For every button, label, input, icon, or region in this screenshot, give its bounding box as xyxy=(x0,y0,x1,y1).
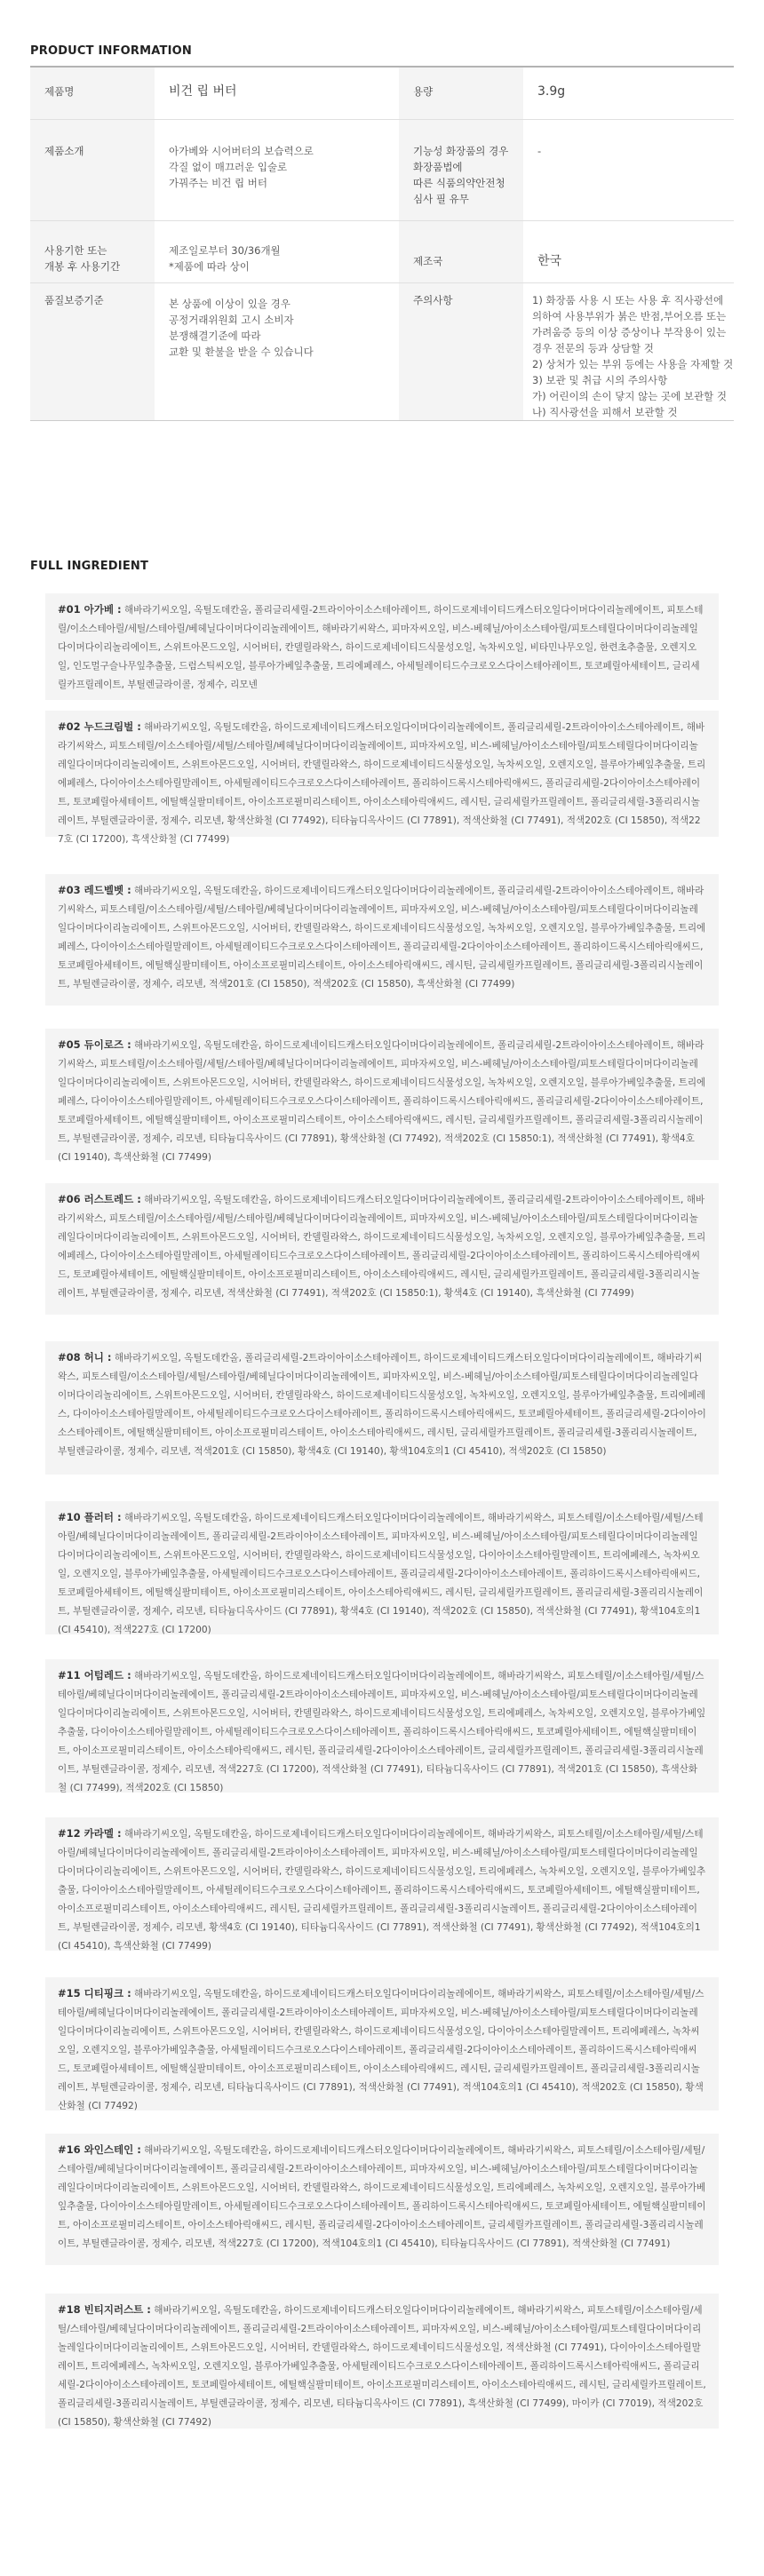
info-row xyxy=(30,220,734,282)
info-value-capacity: 3.9g xyxy=(537,84,566,99)
info-row xyxy=(30,282,734,420)
ingredient-list: 해바라기씨오일, 옥틸도데칸올, 하이드로제네이티드캐스터오일다이머다이리놀레에이트, 해바라기씨왁스, 피토스테릴/이소스테아릴/세틸/스테아릴/베헤닐다이머다이리놀레에이트, 폴리글리세릴-2트라이아이소스테아레이트, 피마자씨오일, 비스-베헤닐/아이소스테아릴/피토스테릴다이머다이리놀레일다이머다이리놀리에이트, 스위트아몬드오일, 시어버터, 칸델릴라왁스, 하이드로제네이티드식물성오일, 다이아이소스테아릴말레이트, 트리에페레스, 녹차씨오일, 오렌지오일, 블루아가베잎추출물, 아세틸레이티드수크로오스다이스테아레이트, 폴리글리세릴-2다이아이소스테아레이트, 폴리하이드록시스테아릭애씨드, 토코페릴아세테이트, 에틸핵실팔미테이트, 아이소프로필미리스테이트, 아이소스테아릭애씨드, 레시틴, 글리세릴카프릴레이트, 폴리글리세릴-3폴리리시놀레이트, 부틸렌글라이콜, 정제수, 리모넨, 티타늄디옥사이드 (CI 77891), 황색4호 (CI 19140), 적색202호 (CI 15850), 적색산화철 (CI 77491), 황색104호의1 (CI 45410), 적색227호 (CI 17200) xyxy=(58,1513,704,1635)
info-value-quality: 본 상품에 이상이 있을 경우 공정거래위원회 고시 소비자 분쟁해결기준에 따라 교환 및 환불을 받을 수 있습니다 xyxy=(169,297,314,358)
ingredient-list: 해바라기씨오일, 옥틸도데칸올, 하이드로제네이티드캐스터오일다이머다이리놀레에이트, 폴리글리세릴-2트라이아이소스테아레이트, 해바라기씨왁스, 피토스테릴/이소스테아릴/세틸/스테아릴/베헤닐다이머다이리놀레에이트, 피마자씨오일, 비스-베헤닐/아이소스테아릴/피토스테릴다이머다이리놀레일다이머다이리놀리에이트, 스위트아몬드오일, 시어버터, 칸델릴라왁스, 하이드로제네이티드식물성오일, 녹차씨오일, 오렌지오일, 블루아가베잎추출물, 트리에페레스, 다이아이소스테아릴말레이트, 아세틸레이티드수크로오스다이스테아레이트, 폴리하이드록시스테아릭애씨드, 폴리글리세릴-2다이아이소스테아레이트, 토코페릴아세테이트, 에틸핵실팔미테이트, 아이소프로필미리스테이트, 아이소스테아릭애씨드, 레시틴, 글리세릴카프릴레이트, 폴리글리세릴-3폴리리시놀레이트, 부틸렌글라이콜, 정제수, 리모넨, 황색산화철 (CI 77492), 티타늄디옥사이드 (CI 77891), 적색산화철 (CI 77491), 적색202호 (CI 15850), 적색227호 (CI 17200), 흑색산화철 (CI 77499) xyxy=(58,722,706,845)
info-value-expiry: 제조일로부터 30/36개월 *제품에 따라 상이 xyxy=(169,243,281,273)
ingredient-list: 해바라기씨오일, 옥틸도데칸올, 하이드로제네이티드캐스터오일다이머다이리놀레에이트, 해바라기씨왁스, 피토스테릴/이소스테아릴/세틸/스테아릴/베헤닐다이머다이리놀레에이트, 폴리글리세릴-2트라이아이소스테아레이트, 피마자씨오일, 비스-베헤닐/아이소스테아릴/피토스테릴다이머다이리놀레일다이머다이리놀리에이트, 스위트아몬드오일, 시어버터, 칸델릴라왁스, 하이드로제네이티드식물성오일, 적색산화철 (CI 77491), 다이아이소스테아릴말레이트, 트리에페레스, 녹차씨오일, 오렌지오일, 블루아가베잎추출물, 아세틸레이티드수크로오스다이스테아레이트, 폴리하이드록시스테아릭애씨드, 폴리글리세릴-2다이아이소스테아레이트, 토코페릴아세테이트, 에틸핵실팔미테이트, 아이소프로필미리스테이트, 아이소스테아릭애씨드, 레시틴, 글리세릴카프릴레이트, 폴리글리세릴-3폴리리시놀레이트, 부틸렌글라이콜, 정제수, 리모넨, 티타늄디옥사이드 (CI 77891), 흑색산화철 (CI 77499), 마이카 (CI 77019), 적색202호 (CI 15850), 황색산화철 (CI 77492) xyxy=(58,2305,706,2428)
info-label-capacity: 용량 xyxy=(399,68,523,119)
ingredient-block xyxy=(45,1817,719,1951)
ingredient-list: 해바라기씨오일, 옥틸도데칸올, 폴리글리세릴-2트라이아이소스테아레이트, 하이드로제네이티드캐스터오일다이머다이리놀레에이트, 피토스테릴/이소스테아릴/세틸/스테아릴/베헤닐다이머다이리놀레에이트, 해바라기씨왁스, 피마자씨오일, 비스-베헤닐/아이소스테아릴/피토스테릴다이머다이리놀레일다이머다이리놀리에이트, 스위트아몬드오일, 시어버터, 칸델릴라왁스, 하이드로제네이티드식물성오일, 녹차씨오일, 비타민나무오일, 한련초추출물, 오렌지오일, 인도멀구슬나무잎추출물, 드럼스틱씨오일, 블루아가베잎추출물, 트리에페레스, 아세틸레이티드수크로오스다이스테아레이트, 토코페릴아세테이트, 글리세릴카프릴레이트, 부틸렌글라이콜, 정제수, 리모넨 xyxy=(58,605,704,690)
ingredient-block xyxy=(45,711,719,845)
ingredient-shade-name: #01 아가베 : xyxy=(58,603,122,616)
ingredient-block xyxy=(45,593,719,700)
ingredient-block xyxy=(45,1029,719,1163)
ingredient-shade-name: #18 빈티지러스트 : xyxy=(58,2303,151,2316)
info-value-caution: 1) 화장품 사용 시 또는 사용 후 직사광선에 의하여 사용부위가 붉은 반점,부어오름 또는 가려움증 등의 이상 증상이나 부작용이 있는 경우 전문의 등과 상담할 것 2) 상처가 있는 부위 등에는 사용을 자제할 것 3) 보관 및 취급 시의 주의사항 가) 어린이의 손이 닿지 않는 곳에 보관할 것 나) 직사광선을 피해서 보관할 것 xyxy=(532,293,734,418)
info-label-caution: 주의사항 xyxy=(399,282,523,420)
info-row xyxy=(30,119,734,220)
ingredient-block xyxy=(45,2134,719,2265)
info-label-expiry: 사용기한 또는 개봉 후 사용기간 xyxy=(30,220,155,282)
ingredient-shade-name: #02 누드크림벌 : xyxy=(58,720,141,733)
ingredient-shade-name: #16 와인스테인 : xyxy=(58,2143,141,2156)
info-row xyxy=(30,68,734,119)
info-value-introduction: 아가베와 시어버터의 보습력으로 각질 없이 매끄러운 입술로 가꿔주는 비건 립 버터 xyxy=(169,144,314,189)
ingredient-list: 해바라기씨오일, 옥틸도데칸올, 하이드로제네이티드캐스터오일다이머다이리놀레에이트, 해바라기씨왁스, 피토스테릴/이소스테아릴/세틸/스테아릴/베헤닐다이머다이리놀레에이트, 폴리글리세릴-2트라이아이소스테아레이트, 피마자씨오일, 비스-베헤닐/아이소스테아릴/피토스테릴다이머다이리놀레일다이머다이리놀리에이트, 스위트아몬드오일, 시어버터, 칸델릴라왁스, 하이드로제네이티드식물성오일, 트리에페레스, 녹차씨오일, 오렌지오일, 블루아가베잎추출물, 다이아이소스테아릴말레이트, 아세틸레이티드수크로오스다이스테아레이트, 폴리하이드록시스테아릭애씨드, 토코페릴아세테이트, 에틸핵실팔미테이트, 아이소프로필미리스테이트, 아이소스테아릭애씨드, 레시틴, 폴리글리세릴-2다이아이소스테아레이트, 글리세릴카프릴레이트, 폴리글리세릴-3폴리리시놀레이트, 부틸렌글라이콜, 정제수, 리모넨, 적색227호 (CI 17200), 적색104호의1 (CI 45410), 티타늄디옥사이드 (CI 77891), 적색산화철 (CI 77491) xyxy=(58,2145,706,2249)
info-value-country: 한국 xyxy=(537,253,562,268)
info-label-country: 제조국 xyxy=(399,220,523,282)
info-label-product-name: 제품명 xyxy=(30,68,155,119)
ingredient-list: 해바라기씨오일, 옥틸도데칸올, 하이드로제네이티드캐스터오일다이머다이리놀레에이트, 폴리글리세릴-2트라이아이소스테아레이트, 해바라기씨왁스, 피토스테릴/이소스테아릴/세틸/스테아릴/베헤닐다이머다이리놀레에이트, 피마자씨오일, 비스-베헤닐/아이소스테아릴/피토스테릴다이머다이리놀레일다이머다이리놀리에이트, 스위트아몬드오일, 시어버터, 칸델릴라왁스, 하이드로제네이티드식물성오일, 녹차씨오일, 오렌지오일, 블루아가베잎추출물, 트리에페레스, 다이아이소스테아릴말레이트, 아세틸레이티드수크로오스다이스테아레이트, 폴리하이드록시스테아릭애씨드, 폴리글리세릴-2다이아이소스테아레이트, 토코페릴아세테이트, 에틸핵실팔미테이트, 아이소프로필미리스테이트, 아이소스테아릭애씨드, 레시틴, 글리세릴카프릴레이트, 폴리글리세릴-3폴리리시놀레이트, 부틸렌글라이콜, 정제수, 리모넨, 티타늄디옥사이드 (CI 77891), 황색산화철 (CI 77492), 적색202호 (CI 15850:1), 적색산화철 (CI 77491), 황색4호 (CI 19140), 흑색산화철 (CI 77499) xyxy=(58,1040,706,1163)
ingredient-shade-name: #12 카라멜 : xyxy=(58,1827,122,1840)
info-value-product-name: 비건 립 버터 xyxy=(169,84,237,99)
ingredient-shade-name: #03 레드벨벳 : xyxy=(58,884,131,896)
info-value-functional-cosmetic: - xyxy=(537,144,542,157)
ingredient-list: 해바라기씨오일, 옥틸도데칸올, 하이드로제네이티드캐스터오일다이머다이리놀레에이트, 폴리글리세릴-2트라이아이소스테아레이트, 해바라기씨왁스, 피토스테릴/이소스테아릴/세틸/스테아릴/베헤닐다이머다이리놀레에이트, 피마자씨오일, 비스-베헤닐/아이소스테아릴/피토스테릴다이머다이리놀레일다이머다이리놀리에이트, 스위트아몬드오일, 시어버터, 칸델릴라왁스, 하이드로제네이티드식물성오일, 녹차씨오일, 오렌지오일, 블루아가베잎추출물, 트리에페레스, 다이아이소스테아릴말레이트, 아세틸레이티드수크로오스다이스테아레이트, 폴리글리세릴-2다이아이소스테아레이트, 폴리하이드록시스테아릭애씨드, 토코페릴아세테이트, 에틸핵실팔미테이트, 아이소프로필미리스테이트, 아이소스테아릭애씨드, 레시틴, 글리세릴카프릴레이트, 폴리글리세릴-3폴리리시놀레이트, 부틸렌글라이콜, 정제수, 리모넨, 적색201호 (CI 15850), 적색202호 (CI 15850), 흑색산화철 (CI 77499) xyxy=(58,886,706,990)
info-label-introduction: 제품소개 xyxy=(30,119,155,220)
ingredient-block xyxy=(45,1501,719,1634)
ingredient-list: 해바라기씨오일, 옥틸도데칸올, 하이드로제네이티드캐스터오일다이머다이리놀레에이트, 해바라기씨왁스, 피토스테릴/이소스테아릴/세틸/스테아릴/베헤닐다이머다이리놀레에이트, 폴리글리세릴-2트라이아이소스테아레이트, 피마자씨오일, 비스-베헤닐/아이소스테아릴/피토스테릴다이머다이리놀레일다이머다이리놀리에이트, 스위트아몬드오일, 시어버터, 칸델릴라왁스, 하이드로제네이티드식물성오일, 트리에페레스, 녹차씨오일, 오렌지오일, 블루아가베잎추출물, 다이아이소스테아릴말레이트, 아세틸레이티드수크로오스다이스테아레이트, 폴리하이드록시스테아릭애씨드, 토코페릴아세테이트, 에틸핵실팔미테이트, 아이소프로필미리스테이트, 아이소스테아릭애씨드, 레시틴, 폴리글리세릴-2다이아이소스테아레이트, 글리세릴카프릴레이트, 폴리글리세릴-3폴리리시놀레이트, 부틸렌글라이콜, 정제수, 리모넨, 적색227호 (CI 17200), 적색산화철 (CI 77491), 티타늄디옥사이드 (CI 77891), 적색201호 (CI 15850), 흑색산화철 (CI 77499), 적색202호 (CI 15850) xyxy=(58,1671,706,1793)
info-label-quality: 품질보증기준 xyxy=(30,282,155,420)
ingredient-block xyxy=(45,1659,719,1793)
ingredient-block xyxy=(45,1977,719,2111)
ingredient-list: 해바라기씨오일, 옥틸도데칸올, 하이드로제네이티드캐스터오일다이머다이리놀레에이트, 폴리글리세릴-2트라이아이소스테아레이트, 해바라기씨왁스, 피토스테릴/이소스테아릴/세틸/스테아릴/베헤닐다이머다이리놀레에이트, 피마자씨오일, 비스-베헤닐/아이소스테아릴/피토스테릴다이머다이리놀레일다이머다이리놀리에이트, 스위트아몬드오일, 시어버터, 칸델릴라왁스, 하이드로제네이티드식물성오일, 녹차씨오일, 오렌지오일, 블루아가베잎추출물, 트리에페레스, 다이아이소스테아릴말레이트, 아세틸레이티드수크로오스다이스테아레이트, 폴리글리세릴-2다이아이소스테아레이트, 폴리하이드록시스테아릭애씨드, 토코페릴아세테이트, 에틸핵실팔미테이트, 아이소프로필미리스테이트, 아이소스테아릭애씨드, 레시틴, 글리세릴카프릴레이트, 폴리글리세릴-3폴리리시놀레이트, 부틸렌글라이콜, 정제수, 리모넨, 적색산화철 (CI 77491), 적색202호 (CI 15850:1), 황색4호 (CI 19140), 흑색산화철 (CI 77499) xyxy=(58,1195,706,1299)
ingredient-shade-name: #10 플러터 : xyxy=(58,1511,122,1523)
ingredient-block xyxy=(45,1341,719,1475)
product-information-table xyxy=(30,68,734,421)
product-information-title: PRODUCT INFORMATION xyxy=(30,0,734,68)
ingredient-list: 해바라기씨오일, 옥틸도데칸올, 하이드로제네이티드캐스터오일다이머다이리놀레에이트, 해바라기씨왁스, 피토스테릴/이소스테아릴/세틸/스테아릴/베헤닐다이머다이리놀레에이트, 폴리글리세릴-2트라이아이소스테아레이트, 피마자씨오일, 비스-베헤닐/아이소스테아릴/피토스테릴다이머다이리놀레일다이머다이리놀리에이트, 스위트아몬드오일, 시어버터, 칸델릴라왁스, 하이드로제네이티드식물성오일, 다이아이소스테아릴말레이트, 트리에페레스, 녹차씨오일, 오렌지오일, 블루아가베잎추출물, 아세틸레이티드수크로오스다이스테아레이트, 폴리글리세릴-2다이아이소스테아레이트, 폴리하이드록시스테아릭애씨드, 토코페릴아세테이트, 에틸핵실팔미테이트, 아이소프로필미리스테이트, 아이소스테아릭애씨드, 레시틴, 글리세릴카프릴레이트, 폴리글리세릴-3폴리리시놀레이트, 부틸렌글라이콜, 정제수, 리모넨, 티타늄디옥사이드 (CI 77891), 적색산화철 (CI 77491), 적색104호의1 (CI 45410), 적색202호 (CI 15850), 황색산화철 (CI 77492) xyxy=(58,1989,704,2111)
ingredient-block xyxy=(45,2294,719,2429)
ingredient-block xyxy=(45,874,719,1006)
ingredient-block xyxy=(45,1183,719,1315)
ingredient-list: 해바라기씨오일, 옥틸도데칸올, 하이드로제네이티드캐스터오일다이머다이리놀레에이트, 해바라기씨왁스, 피토스테릴/이소스테아릴/세틸/스테아릴/베헤닐다이머다이리놀레에이트, 폴리글리세릴-2트라이아이소스테아레이트, 피마자씨오일, 비스-베헤닐/아이소스테아릴/피토스테릴다이머다이리놀레일다이머다이리놀리에이트, 스위트아몬드오일, 시어버터, 칸델릴라왁스, 하이드로제네이티드식물성오일, 트리에페레스, 녹차씨오일, 오렌지오일, 블루아가베잎추출물, 다이아이소스테아릴말레이트, 아세틸레이티드수크로오스다이스테아레이트, 폴리하이드록시스테아릭애씨드, 토코페릴아세테이트, 에틸핵실팔미테이트, 아이소프로필미리스테이트, 아이소스테아릭애씨드, 레시틴, 글리세릴카프릴레이트, 폴리글리세릴-3폴리리시놀레이트, 폴리글리세릴-2다이아이소스테아레이트, 부틸렌글라이콜, 정제수, 리모넨, 황색4호 (CI 19140), 티타늄디옥사이드 (CI 77891), 적색산화철 (CI 77491), 황색산화철 (CI 77492), 적색104호의1 (CI 45410), 흑색산화철 (CI 77499) xyxy=(58,1829,706,1952)
full-ingredient-title: FULL INGREDIENT xyxy=(30,560,149,573)
ingredient-shade-name: #05 듀이로즈 : xyxy=(58,1038,131,1051)
ingredient-shade-name: #06 러스트레드 : xyxy=(58,1193,141,1205)
ingredient-shade-name: #08 허니 : xyxy=(58,1351,112,1364)
ingredient-list: 해바라기씨오일, 옥틸도데칸올, 폴리글리세릴-2트라이아이소스테아레이트, 하이드로제네이티드캐스터오일다이머다이리놀레에이트, 해바라기씨왁스, 피토스테릴/이소스테아릴/세틸/스테아릴/베헤닐다이머다이리놀레에이트, 피마자씨오일, 비스-베헤닐/아이소스테아릴/피토스테릴다이머다이리놀레일다이머다이리놀리에이트, 스위트아몬드오일, 시어버터, 칸델릴라왁스, 하이드로제네이티드식물성오일, 녹차씨오일, 오렌지오일, 블루아가베잎추출물, 트리에페레스, 다이아이소스테아릴말레이트, 아세틸레이티드수크로오스다이스테아레이트, 폴리하이드록시스테아릭애씨드, 토코페릴아세테이트, 폴리글리세릴-2다이아이소스테아레이트, 에틸핵실팔미테이트, 아이소프로필미리스테이트, 아이소스테아릭애씨드, 레시틴, 글리세릴카프릴레이트, 폴리글리세릴-3폴리리시놀레이트, 부틸렌글라이콜, 정제수, 리모넨, 적색201호 (CI 15850), 황색4호 (CI 19140), 황색104호의1 (CI 45410), 적색202호 (CI 15850) xyxy=(58,1353,706,1457)
ingredient-shade-name: #15 디티핑크 : xyxy=(58,1987,131,2000)
ingredient-shade-name: #11 어텀레드 : xyxy=(58,1669,131,1682)
info-label-functional-cosmetic: 기능성 화장품의 경우 화장품법에 따른 식품의약안전청 심사 필 유무 xyxy=(399,119,523,220)
